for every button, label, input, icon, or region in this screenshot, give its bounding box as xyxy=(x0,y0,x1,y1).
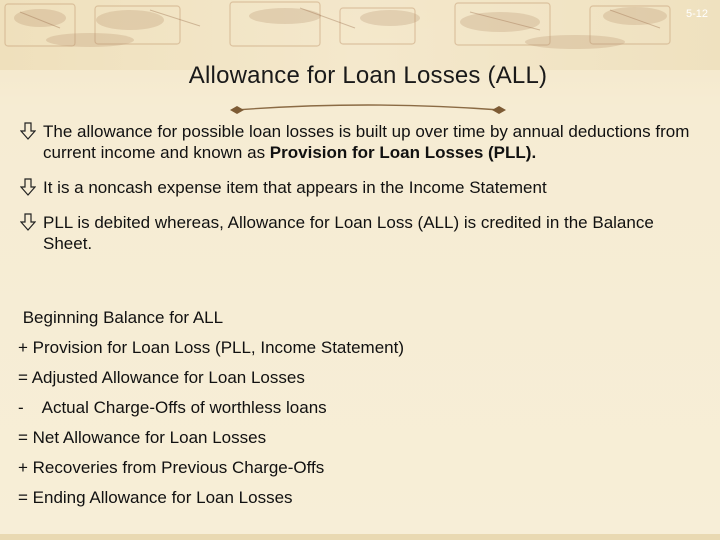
formula-line: = Adjusted Allowance for Loan Losses xyxy=(18,368,305,387)
decorative-divider xyxy=(228,104,508,116)
bullet-text: PLL is debited whereas, Allowance for Loan Loss (ALL) is credited in the Balance Sheet. xyxy=(43,213,654,253)
down-arrow-icon xyxy=(20,178,36,196)
bullet-text: It is a noncash expense item that appears in the Income Statement xyxy=(43,178,547,197)
down-arrow-icon xyxy=(20,122,36,140)
bullet-text: The allowance for possible loan losses is built up over time by annual deductions from current income and known as xyxy=(43,122,690,162)
bullet-item xyxy=(20,212,700,254)
formula-block xyxy=(18,303,618,513)
bullet-bold-text: Provision for Loan Losses (PLL). xyxy=(269,143,537,162)
slide-title: Allowance for Loan Losses (ALL) xyxy=(188,62,548,89)
formula-line: = Net Allowance for Loan Losses xyxy=(18,428,267,447)
slide-number: 5-12 xyxy=(685,8,708,20)
formula-line: Beginning Balance for ALL xyxy=(18,308,224,327)
formula-line: + Provision for Loan Loss (PLL, Income Statement) xyxy=(18,338,405,357)
down-arrow-icon xyxy=(20,213,36,231)
stamp-background xyxy=(0,0,720,70)
bullet-item xyxy=(20,177,700,198)
vintage-postage-stamps xyxy=(0,0,720,70)
formula-line: = Ending Allowance for Loan Losses xyxy=(18,488,293,507)
formula-line: + Recoveries from Previous Charge-Offs xyxy=(18,458,325,477)
bullet-item xyxy=(20,121,700,163)
formula-line: - Actual Charge-Offs of worthless loans xyxy=(18,398,327,417)
bullet-list xyxy=(20,121,700,268)
bottom-border xyxy=(0,534,720,540)
